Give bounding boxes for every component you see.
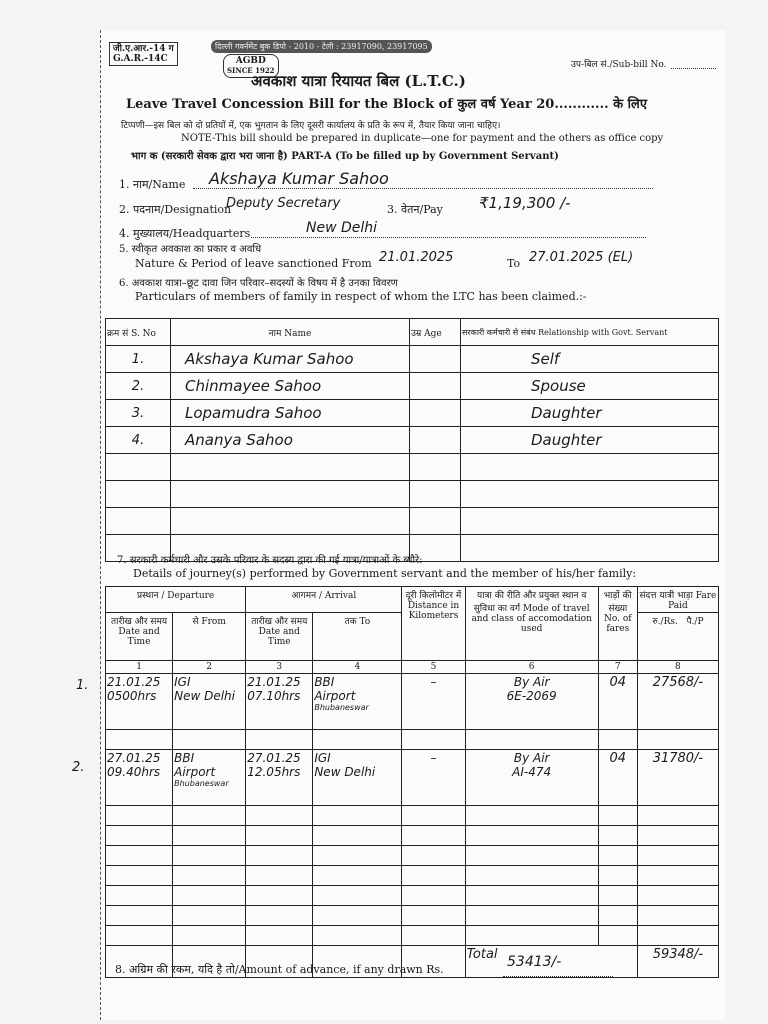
trip-mark-1: 1. bbox=[76, 678, 89, 693]
advance-line bbox=[503, 976, 613, 977]
hq-label: 4. मुख्यालय/Headquarters bbox=[119, 227, 251, 240]
age-cell bbox=[410, 427, 461, 454]
to: BBI bbox=[314, 675, 335, 689]
sub-bill-line bbox=[671, 68, 716, 69]
title-english: Leave Travel Concession Bill for the Block of कुल वर्ष Year 20............ के लिए bbox=[126, 97, 648, 112]
from2: New Delhi bbox=[174, 689, 235, 703]
arr-date: 21.01.25 bbox=[247, 675, 301, 689]
from: BBI bbox=[174, 751, 195, 765]
name-line bbox=[193, 188, 653, 189]
sno-cell: 3. bbox=[106, 400, 171, 427]
dep-date: 21.01.25 bbox=[107, 675, 161, 689]
sub-bill-label: उप-बिल सं./Sub-bill No. bbox=[571, 60, 667, 70]
col-relationship: सरकारी कर्मचारी से संबंध Relationship with Govt. Servant bbox=[461, 319, 719, 346]
group-arrival: आगमन / Arrival bbox=[246, 587, 402, 613]
dep-time: 09.40hrs bbox=[107, 765, 161, 779]
age-cell bbox=[410, 373, 461, 400]
dep-date: 27.01.25 bbox=[107, 751, 161, 765]
name-cell: Lopamudra Sahoo bbox=[171, 400, 410, 427]
col-age: उम्र Age bbox=[410, 319, 461, 346]
advance-label: 8. अग्रिम की रकम, यदि है तो/Amount of advance, if any drawn Rs. bbox=[115, 963, 444, 976]
table-row bbox=[106, 373, 719, 400]
h-dep-date: तारीख और समय Date and Time bbox=[106, 613, 173, 661]
col-num: 5 bbox=[402, 661, 465, 674]
leave-label-english: Nature & Period of leave sanctioned From bbox=[135, 257, 372, 270]
fare: 31780/- bbox=[637, 750, 718, 806]
to2: New Delhi bbox=[314, 765, 376, 779]
h-dep-from: से From bbox=[173, 613, 246, 661]
name-cell: Akshaya Kumar Sahoo bbox=[171, 346, 410, 373]
form-code-stamp: जी.ए.आर.-14 ग G.A.R.-14C bbox=[109, 42, 178, 66]
leave-to: 27.01.2025 (EL) bbox=[529, 250, 634, 265]
name-cell: Chinmayee Sahoo bbox=[171, 373, 410, 400]
note-hindi: टिप्पणी—इस बिल को दो प्रतियों में, एक भुगतान के लिए दूसरी कार्यालय के प्रति के रूप में, तैयार किया जाना चाहिए। bbox=[121, 121, 501, 131]
family-table bbox=[105, 318, 719, 562]
rel-cell: Self bbox=[461, 346, 719, 373]
table-row bbox=[106, 427, 719, 454]
to3: Bhubaneswar bbox=[314, 703, 369, 712]
age-cell bbox=[410, 346, 461, 373]
col-num: 3 bbox=[246, 661, 313, 674]
to: IGI bbox=[314, 751, 331, 765]
arr-time: 12.05hrs bbox=[247, 765, 301, 779]
fares: 04 bbox=[598, 750, 637, 806]
trip-mark-2: 2. bbox=[72, 760, 85, 775]
distance: – bbox=[402, 750, 465, 806]
form-sheet bbox=[100, 30, 725, 1020]
journey-heading-english: Details of journey(s) performed by Government servant and the member of his/her family: bbox=[133, 567, 637, 580]
hq-value: New Delhi bbox=[306, 220, 378, 236]
table-row bbox=[106, 750, 719, 806]
table-row bbox=[106, 400, 719, 427]
title-hindi: अवकाश यात्रा रियायत बिल (L.T.C.) bbox=[251, 72, 466, 90]
sno-cell: 1. bbox=[106, 346, 171, 373]
table-row bbox=[106, 508, 719, 535]
leave-label-hindi: 5. स्वीकृत अवकाश का प्रकार व अवधि bbox=[119, 244, 262, 255]
journey-heading-hindi: 7. सरकारी कर्मचारी और उसके परिवार के सदस्य द्वारा की गई यात्रा/यात्राओं के ब्यौरे: bbox=[117, 555, 423, 566]
h-arr-date: तारीख और समय Date and Time bbox=[246, 613, 313, 661]
dep-time: 0500hrs bbox=[107, 689, 157, 703]
total-value: 59348/- bbox=[637, 946, 718, 978]
col-num: 8 bbox=[637, 661, 718, 674]
agbd-logo: AGBD SINCE 1922 bbox=[223, 54, 279, 78]
h-arr-to: तक To bbox=[313, 613, 402, 661]
mode2: 6E-2069 bbox=[506, 689, 557, 703]
pay-value: ₹1,19,300 /- bbox=[479, 194, 571, 212]
h-fares: भाड़ों की संख्या No. of fares bbox=[598, 587, 637, 661]
leave-to-label: To bbox=[507, 257, 521, 270]
mode: By Air bbox=[513, 751, 550, 765]
from3: Bhubaneswar bbox=[174, 779, 229, 788]
table-row bbox=[106, 454, 719, 481]
age-cell bbox=[410, 400, 461, 427]
advance-value: 53413/- bbox=[507, 954, 562, 970]
col-num: 7 bbox=[598, 661, 637, 674]
rel-cell: Spouse bbox=[461, 373, 719, 400]
sno-cell: 4. bbox=[106, 427, 171, 454]
note-english: NOTE-This bill should be prepared in duplicate—one for payment and the others as office copy bbox=[181, 133, 664, 144]
designation-label: 2. पदनाम/Designation bbox=[119, 203, 232, 216]
col-name: नाम Name bbox=[171, 319, 410, 346]
table-row bbox=[106, 346, 719, 373]
col-num: 4 bbox=[313, 661, 402, 674]
h-fare-paid: संदत्त यात्री भाड़ा Fare Paid bbox=[637, 587, 718, 613]
hq-line bbox=[251, 237, 646, 238]
name-cell: Ananya Sahoo bbox=[171, 427, 410, 454]
col-num: 1 bbox=[106, 661, 173, 674]
group-departure: प्रस्थान / Departure bbox=[106, 587, 246, 613]
mode: By Air bbox=[513, 675, 550, 689]
total-label: Total bbox=[465, 946, 637, 978]
h-distance: दूरी किलोमीटर में Distance in Kilometers bbox=[402, 587, 465, 661]
name-label: 1. नाम/Name bbox=[119, 178, 186, 191]
from: IGI bbox=[174, 675, 191, 689]
to2: Airport bbox=[314, 689, 356, 703]
h-mode: यात्रा की रीति और प्रयुक्त स्थान व सुविधा का वर्ग Mode of travel and class of accomodation used bbox=[465, 587, 598, 661]
leave-from: 21.01.2025 bbox=[379, 250, 454, 265]
arr-date: 27.01.25 bbox=[247, 751, 301, 765]
h-rs-p: रु./Rs. पै./P bbox=[637, 613, 718, 661]
family-label-english: Particulars of members of family in respect of whom the LTC has been claimed.:- bbox=[135, 290, 587, 303]
fare: 27568/- bbox=[637, 674, 718, 730]
distance: – bbox=[402, 674, 465, 730]
publisher-banner: दिल्ली गवर्नमेंट बुक डिपो - 2010 - टेली : 23917090, 23917095 bbox=[211, 40, 432, 53]
from2: Airport bbox=[174, 765, 216, 779]
name-value: Akshaya Kumar Sahoo bbox=[209, 169, 389, 188]
pay-label: 3. वेतन/Pay bbox=[387, 203, 443, 216]
fares: 04 bbox=[598, 674, 637, 730]
col-sno: क्रम सं S. No bbox=[106, 319, 171, 346]
mode2: AI-474 bbox=[512, 765, 552, 779]
table-row bbox=[106, 481, 719, 508]
col-num: 2 bbox=[173, 661, 246, 674]
rel-cell: Daughter bbox=[461, 400, 719, 427]
designation-value: Deputy Secretary bbox=[226, 196, 341, 211]
col-num: 6 bbox=[465, 661, 598, 674]
table-row bbox=[106, 674, 719, 730]
journey-table bbox=[105, 586, 719, 978]
arr-time: 07.10hrs bbox=[247, 689, 301, 703]
family-label-hindi: 6. अवकाश यात्रा–छूट दावा जिन परिवार–सदस्यों के विषय में है उनका विवरण bbox=[119, 278, 398, 289]
rel-cell: Daughter bbox=[461, 427, 719, 454]
sno-cell: 2. bbox=[106, 373, 171, 400]
part-a-heading: भाग क (सरकारी सेवक द्वारा भरा जाना है) PART-A (To be filled up by Government Servant) bbox=[131, 151, 559, 162]
